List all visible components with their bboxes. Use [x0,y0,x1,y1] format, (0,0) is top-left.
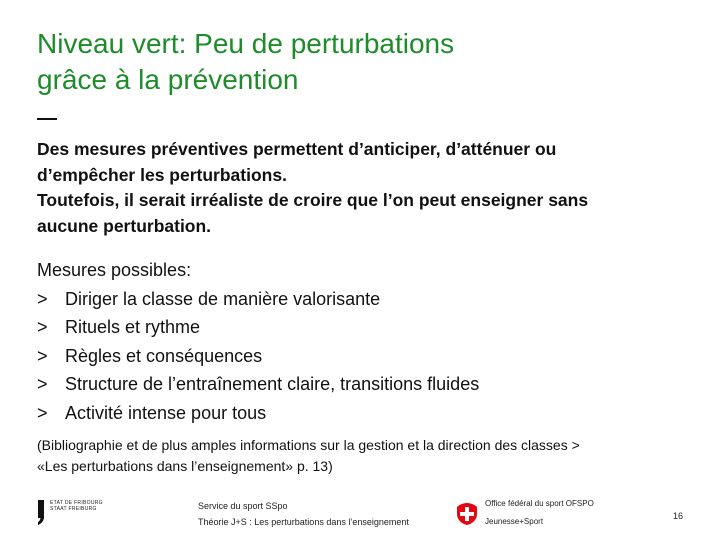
intro-paragraph [37,137,687,239]
list-item [37,313,677,342]
bullet-marker: > [37,288,48,309]
bullet-marker: > [37,317,48,337]
page-title-line-1: Niveau vert: Peu de perturbations [37,28,455,59]
page-number: 16 [673,511,684,521]
intro-line: Toutefois, il serait irréaliste de croire que l’on peut enseigner sans [37,190,589,210]
list-item [37,399,677,428]
bibliography-line: «Les perturbations dans l’enseignement» p. 13) [37,458,333,474]
footer-course: Théorie J+S : Les perturbations dans l’enseignement [198,517,409,527]
bibliography-line: (Bibliographie et de plus amples informations sur la gestion et la direction des classes > [37,437,580,453]
footer-program: Jeunesse+Sport [485,517,544,526]
fribourg-comma-icon [36,497,46,525]
page-title-line-2: grâce à la prévention [37,64,299,95]
list-item-label: Structure de l’entraînement claire, transitions fluides [65,374,480,394]
list-item [37,342,677,371]
intro-line: aucune perturbation. [37,215,212,236]
list-item-label: Activité intense pour tous [65,402,267,423]
list-item-label: Rituels et rythme [65,317,201,337]
list-item-label: Diriger la classe de manière valorisante [65,288,381,309]
fribourg-logo-text: ETAT DE FRIBOURG STAAT FREIBURG [50,500,103,512]
title-divider [37,118,57,120]
list-item-label: Règles et conséquences [65,345,263,366]
intro-line: d’empêcher les perturbations. [37,164,287,185]
footer-ofspo: Office fédéral du sport OFSPO [485,499,594,508]
bullet-marker: > [37,402,48,423]
intro-line: Des mesures préventives permettent d’anticiper, d’atténuer ou [37,139,557,159]
bibliography-note [37,435,697,477]
measures-heading: Mesures possibles: [37,260,192,280]
swiss-cross-icon [455,502,479,526]
measures-list [37,256,677,427]
footer-course-info [198,498,409,530]
fribourg-logo [36,497,116,525]
bullet-marker: > [37,374,48,394]
page-title [37,26,677,98]
footer-service: Service du sport SSpo [198,501,288,511]
list-item [37,285,677,314]
bullet-marker: > [37,345,48,366]
list-item [37,370,677,399]
